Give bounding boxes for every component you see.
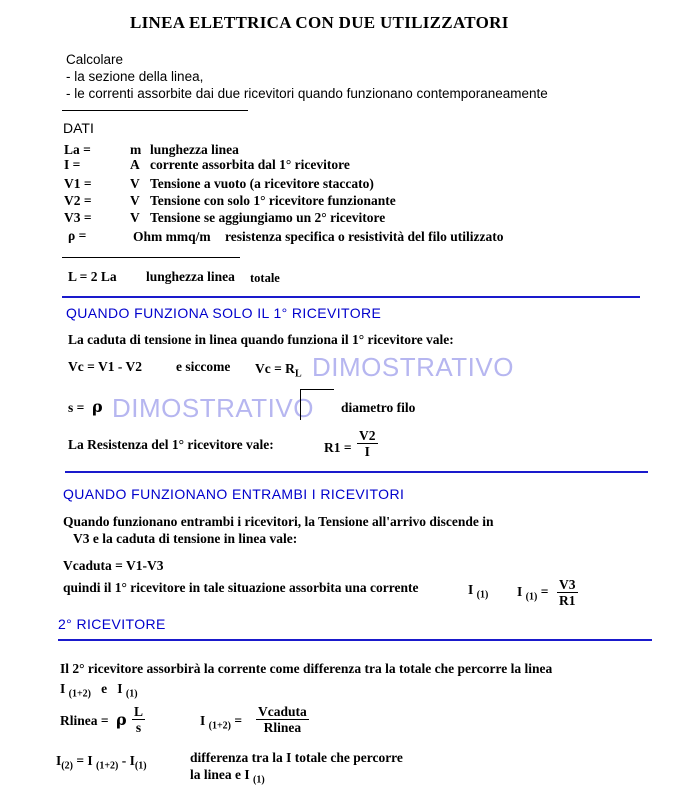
i12-fraction: Vcaduta Rlinea xyxy=(258,704,307,735)
dati-description: Tensione a vuoto (a ricevitore staccato) xyxy=(150,176,374,191)
i1-label: I $_{(1)}$ xyxy=(468,582,489,601)
dati-unit: A xyxy=(130,157,140,172)
dati-description: corrente assorbita dal 1° ricevitore xyxy=(150,157,350,172)
dati-description: Tensione se aggiungiamo un 2° ricevitore xyxy=(150,210,386,225)
dati-unit: V xyxy=(130,210,140,225)
page-title: LINEA ELETTRICA CON DUE UTILIZZATORI xyxy=(130,13,509,32)
first-receiver-current-text: quindi il 1° ricevitore in tale situazione assorbita una corrente xyxy=(63,580,419,595)
rho-symbol: ρ xyxy=(116,710,127,729)
total-length-desc: lunghezza linea xyxy=(146,269,235,284)
rlinea-fraction: $\frac{L}{s}$ xyxy=(134,704,144,735)
section-heading-second-receiver: 2° RICEVITORE xyxy=(58,616,166,632)
s-formula-lhs: s = xyxy=(68,400,85,415)
section-divider xyxy=(58,639,652,641)
dati-symbol: La = xyxy=(64,142,91,157)
dati-symbol: V1 = xyxy=(64,176,92,191)
dati-symbol: I = xyxy=(64,157,81,172)
i1-formula-lhs: I $_{(1)}$ = xyxy=(517,584,549,603)
currents-line: I $_{(1+2)}$ e I $_{(1)}$ xyxy=(60,681,138,700)
total-length-suffix: totale xyxy=(250,271,280,285)
i12-formula-lhs: I $_{(1+2)}$ = xyxy=(200,713,243,732)
both-receivers-text: Quando funzionano entrambi i ricevitori, la Tensione all'arrivo discende in xyxy=(63,514,494,529)
second-receiver-text: Il 2° ricevitore assorbirà la corrente come differenza tra la totale che percorre la linea xyxy=(60,661,553,676)
intro-line-3: - le correnti assorbite dai due ricevitori quando funzionano contemporaneamente xyxy=(66,86,548,101)
watermark: DIMOSTRATIVO xyxy=(112,393,314,423)
section-heading-first-receiver: QUANDO FUNZIONA SOLO IL 1° RICEVITORE xyxy=(66,305,382,321)
i1-fraction: $\frac{V3}{R1}$ xyxy=(559,577,576,608)
vc-formula: Vc = V1 - V2 xyxy=(68,359,142,374)
diameter-text: diametro filo xyxy=(341,400,416,415)
since-text: e siccome xyxy=(176,359,231,374)
vcaduta-formula: Vcaduta = V1-V3 xyxy=(63,558,164,573)
dati-unit: V xyxy=(130,176,140,191)
dati-description: Tensione con solo 1° ricevitore funzionante xyxy=(150,193,396,208)
dati-unit: Ohm mmq/m xyxy=(133,229,211,244)
watermark: DIMOSTRATIVO xyxy=(312,352,514,382)
both-receivers-text-2: V3 e la caduta di tensione in linea vale: xyxy=(73,531,298,546)
section-divider xyxy=(62,296,640,298)
dati-symbol: V2 = xyxy=(64,193,92,208)
r1-fraction: $\frac{V2}{I}$ xyxy=(359,428,376,459)
dati-unit: m xyxy=(130,142,142,157)
section-divider xyxy=(65,471,648,473)
difference-text-2: la linea e I $_{(1)}$ xyxy=(190,767,265,786)
dati-unit: V xyxy=(130,193,140,208)
total-length-formula: L = 2 La xyxy=(68,269,117,284)
resistance-text: La Resistenza del 1° ricevitore vale: xyxy=(68,437,274,452)
r1-formula-lhs: R1 = xyxy=(324,440,352,455)
divider xyxy=(62,257,240,258)
rlinea-formula-lhs: Rlinea = xyxy=(60,713,109,728)
dati-symbol: V3 = xyxy=(64,210,92,225)
divider xyxy=(62,110,248,111)
dati-description: lunghezza linea xyxy=(150,142,239,157)
intro-line-1: Calcolare xyxy=(66,52,124,67)
voltage-drop-text: La caduta di tensione in linea quando funziona il 1° ricevitore vale: xyxy=(68,332,454,347)
rho-symbol: ρ xyxy=(92,397,103,416)
dati-symbol-rho: ρ = xyxy=(68,228,87,243)
difference-text-1: differenza tra la I totale che percorre xyxy=(190,750,403,765)
intro-line-2: - la sezione della linea, xyxy=(66,69,204,84)
sqrt-symbol xyxy=(300,389,334,420)
dati-description: resistenza specifica o resistività del filo utilizzato xyxy=(225,229,504,244)
vc-rl-formula: $Vc = R_L$ xyxy=(255,361,302,380)
i2-formula: $I_{(2)} = I$ $_{(1+2)} - I_{(1)}$ xyxy=(56,753,147,772)
section-heading-both-receivers: QUANDO FUNZIONANO ENTRAMBI I RICEVITORI xyxy=(63,486,405,502)
dati-heading: DATI xyxy=(63,120,94,136)
